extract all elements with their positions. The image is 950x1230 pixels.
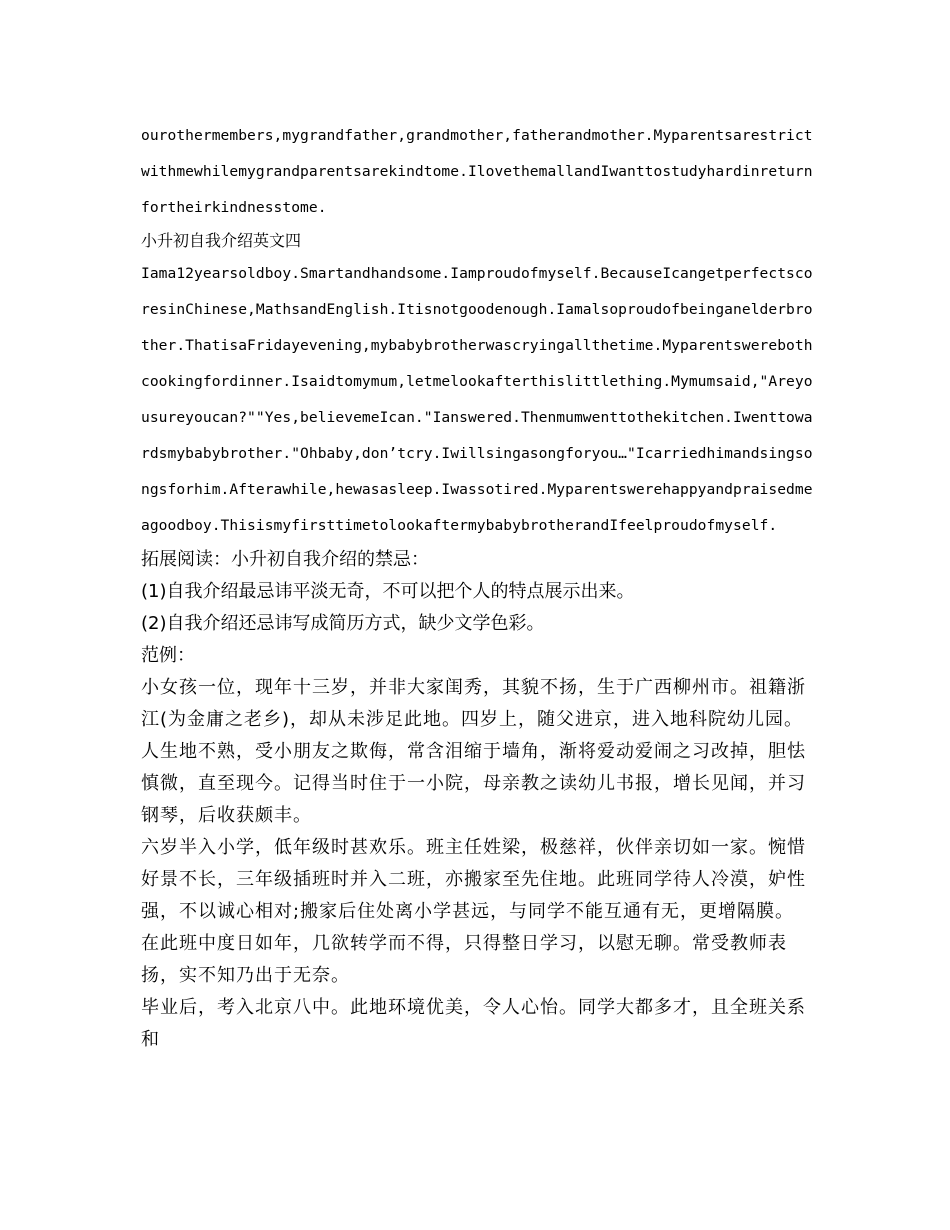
example-label: 范例： [141, 645, 195, 666]
extended-reading-title: 拓展阅读：小升初自我介绍的禁忌： [141, 549, 429, 570]
english-paragraph-self-intro: Iama12yearsoldboy.Smartandhandsome.Iamproudofmyself.BecauseIcangetperfectscoresinChinese,MathsandEnglish.Itisnotgoodenough.Iamalsoproudofbeinganelderbrother.ThatisaFridayevening,mybabybrotherwascryingallthetime.Myparentswerebothcookingfordinner.Isaidtomymum,letmelookafterthislittlething.Mymumsaid,"Areyousureyoucan?""Yes,believemeIcan."Ianswered.Thenmumwenttothekitchen.Iwenttowardsmybabybrother."Ohbaby,don’tcry.Iwillsingasongforyou…"Icarriedhimandsingsongsforhim.Afterawhile,hewasasleep.Iwassotired.Myparentswerehappyandpraisedmeagoodboy.ThisismyfirsttimetolookaftermybabybrotherandIfeelproudofmyself. [141, 265, 813, 534]
taboo-rule-2: (2)自我介绍还忌讳写成简历方式，缺少文学色彩。 [141, 613, 545, 634]
section-heading-four: 小升初自我介绍英文四 [141, 231, 302, 250]
example-paragraph-1: 小女孩一位，现年十三岁，并非大家闺秀，其貌不扬，生于广西柳州市。祖籍浙江(为金庸之老乡)，却从未涉足此地。四岁上，随父进京，进入地科院幼儿园。人生地不熟，受小朋友之欺侮，常含泪缩于墙角，渐将爱动爱闹之习改掉，胆怯慎微，直至现今。记得当时住于一小院，母亲教之读幼儿书报，增长见闻，并习钢琴，后收获颇丰。 [141, 677, 806, 826]
taboo-rule-1: (1)自我介绍最忌讳平淡无奇，不可以把个人的特点展示出来。 [141, 581, 635, 602]
example-paragraph-3: 毕业后，考入北京八中。此地环境优美，令人心怡。同学大都多才，且全班关系和 [141, 997, 806, 1050]
english-paragraph-family: ourothermembers,mygrandfather,grandmother,fatherandmother.Myparentsarestrictwithmewhilemygrandparentsarekindtome.IlovethemallandIwanttostudyhardinreturnfortheirkindnesstome. [141, 127, 813, 216]
document-body [141, 118, 813, 1056]
example-paragraph-2: 六岁半入小学，低年级时甚欢乐。班主任姓梁，极慈祥，伙伴亲切如一家。惋惜好景不长，三年级插班时并入二班，亦搬家至先住地。此班同学待人冷漠，妒性强，不以诚心相对;搬家后住处离小学甚远，与同学不能互通有无，更增隔膜。在此班中度日如年，几欲转学而不得，只得整日学习，以慰无聊。常受教师表扬，实不知乃出于无奈。 [141, 837, 806, 986]
